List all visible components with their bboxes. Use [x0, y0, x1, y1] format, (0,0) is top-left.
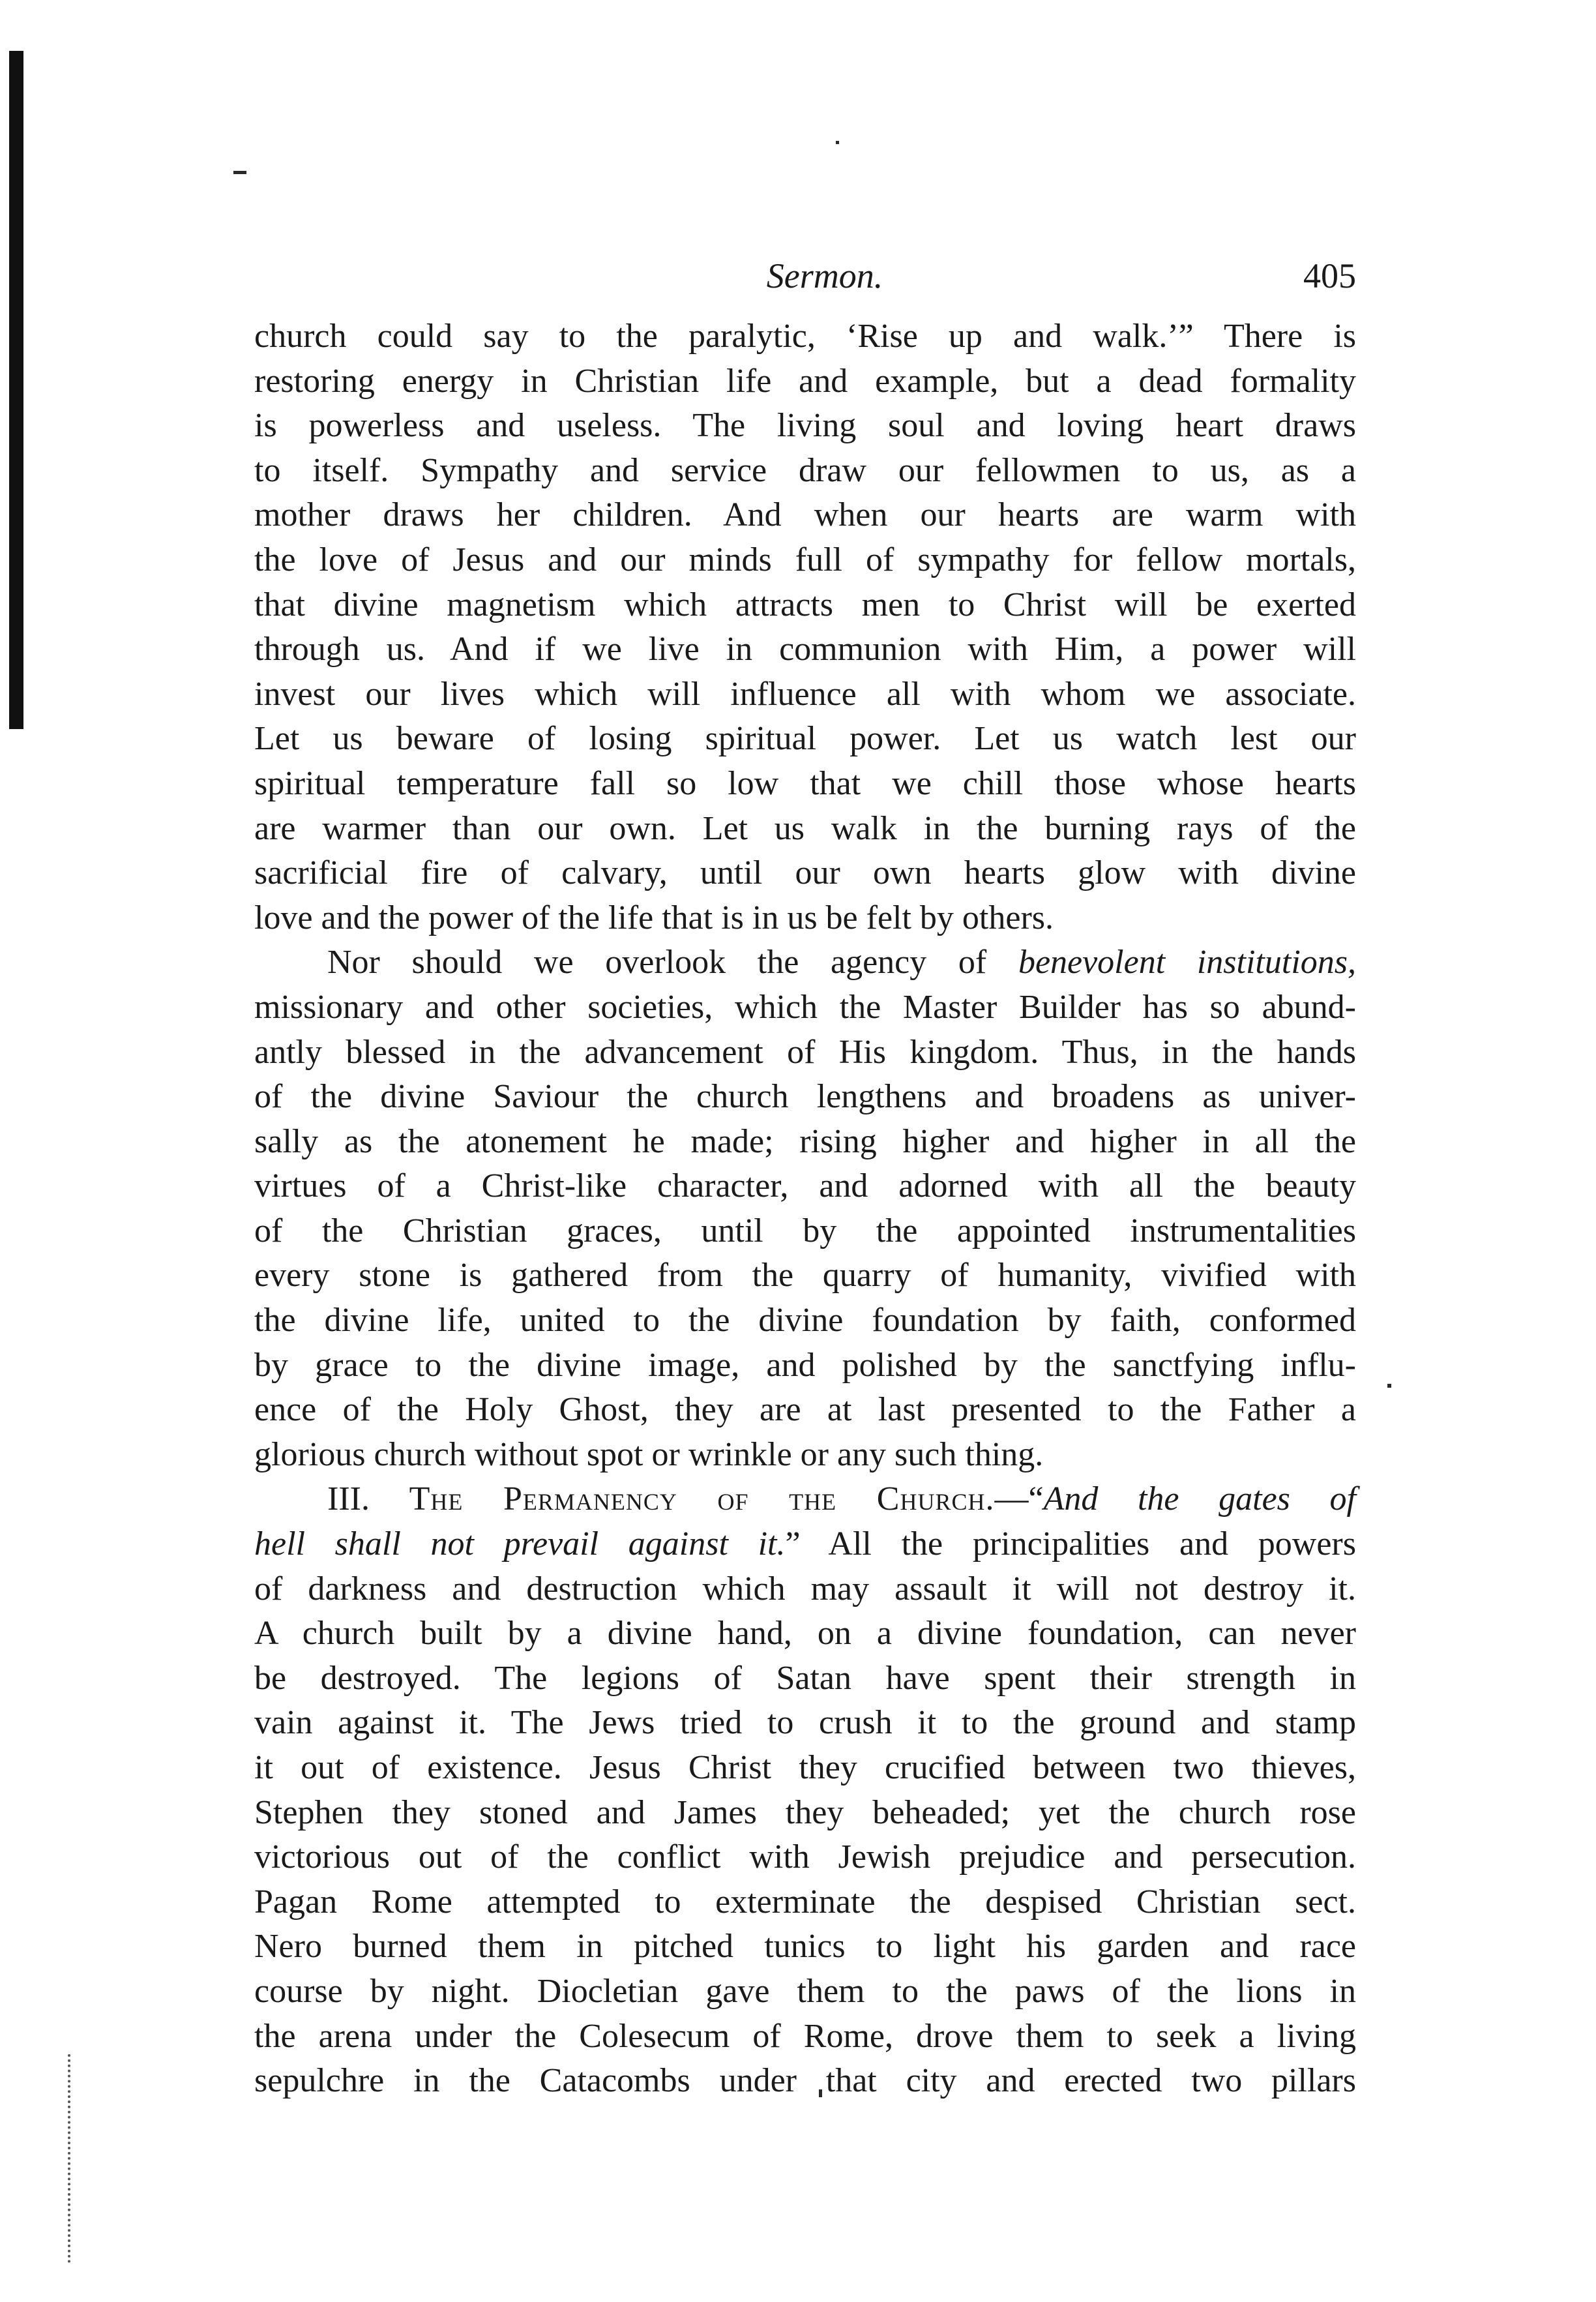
text-line: of the Christian graces, until by the appointed instrumentalities	[254, 1212, 1356, 1249]
text-line	[254, 1477, 1356, 1522]
binding-edge	[9, 51, 23, 729]
running-title: Sermon.	[766, 256, 883, 295]
text-line: sepulchre in the Catacombs under that city and erected two pillars	[254, 2062, 1356, 2100]
text-line: sacrificial fire of calvary, until our own hearts glow with divine	[254, 854, 1356, 892]
text-line: it out of existence. Jesus Christ they crucified between two thieves,	[254, 1749, 1356, 1786]
text-line: the love of Jesus and our minds full of sympathy for fellow mortals,	[254, 541, 1356, 578]
text-line	[254, 940, 1356, 985]
text-line: every stone is gathered from the quarry of humanity, vivified with	[254, 1257, 1356, 1294]
scan-mark	[836, 141, 839, 144]
text-line: of the divine Saviour the church lengthens and broadens as univer-	[254, 1078, 1356, 1116]
emphasis-text: benevolent institutions,	[1018, 944, 1356, 981]
text-line: antly blessed in the advancement of His kingdom. Thus, in the hands	[254, 1033, 1356, 1071]
text-line: missionary and other societies, which the Master Builder has so abund-	[254, 988, 1356, 1026]
scan-mark	[233, 171, 246, 174]
text-line: ence of the Holy Ghost, they are at last presented to the Father a	[254, 1391, 1356, 1429]
heading-dash: —“	[994, 1480, 1044, 1518]
text-line: mother draws her children. And when our hearts are warm with	[254, 496, 1356, 534]
text-run: ” All the principalities and powers	[785, 1525, 1356, 1563]
text-line: are warmer than our own. Let us walk in the burning rays of the	[254, 809, 1356, 847]
text-line: the arena under the Colesecum of Rome, drove them to seek a living	[254, 2017, 1356, 2055]
text-line: be destroyed. The legions of Satan have spent their strength in	[254, 1659, 1356, 1697]
text-line: of darkness and destruction which may assault it will not destroy it.	[254, 1570, 1356, 1607]
text-line: love and the power of the life that is in us be felt by others.	[254, 899, 1054, 936]
text-line: course by night. Diocletian gave them to the paws of the lions in	[254, 1972, 1356, 2010]
scripture-quote: And the gates of	[1043, 1480, 1356, 1518]
text-line: the divine life, united to the divine foundation by faith, conformed	[254, 1302, 1356, 1339]
text-line: A church built by a divine hand, on a divine foundation, can never	[254, 1615, 1356, 1652]
text-line: Pagan Rome attempted to exterminate the despised Christian sect.	[254, 1883, 1356, 1921]
text-line: to itself. Sympathy and service draw our fellowmen to us, as a	[254, 451, 1356, 489]
text-line: restoring energy in Christian life and example, but a dead formality	[254, 362, 1356, 400]
text-line: invest our lives which will influence all with whom we associate.	[254, 675, 1356, 713]
scripture-quote: hell shall not prevail against it.	[254, 1525, 786, 1563]
text-run: Nor should we overlook the agency of	[327, 944, 1018, 981]
text-line: Let us beware of losing spiritual power. Let us watch lest our	[254, 720, 1356, 758]
text-line: is powerless and useless. The living soul and loving heart draws	[254, 407, 1356, 445]
section-heading: The Permanency of the Church.	[409, 1480, 995, 1518]
paragraph-3	[254, 1477, 1356, 2103]
text-line: by grace to the divine image, and polished by the sanctfying influ-	[254, 1346, 1356, 1384]
text-line: victorious out of the conflict with Jewish prejudice and persecution.	[254, 1838, 1356, 1876]
text-line: Stephen they stoned and James they beheaded; yet the church rose	[254, 1793, 1356, 1831]
book-page	[254, 253, 1356, 2104]
text-line: spiritual temperature fall so low that we chill those whose hearts	[254, 764, 1356, 802]
text-line: virtues of a Christ-like character, and adorned with all the beauty	[254, 1167, 1356, 1205]
page-number: 405	[1303, 256, 1356, 295]
paragraph-2	[254, 940, 1356, 1477]
text-line: Nero burned them in pitched tunics to light his garden and race	[254, 1928, 1356, 1966]
paragraph-1	[254, 314, 1356, 940]
text-line	[254, 1522, 1356, 1567]
text-line: sally as the atonement he made; rising higher and higher in all the	[254, 1122, 1356, 1160]
text-line: through us. And if we live in communion with Him, a power will	[254, 631, 1356, 668]
text-line: vain against it. The Jews tried to crush it to the ground and stamp	[254, 1704, 1356, 1742]
scan-dots	[68, 2054, 73, 2263]
section-numeral: III.	[327, 1480, 370, 1518]
text-line: church could say to the paralytic, ‘Rise up and walk.’” There is	[254, 318, 1356, 355]
text-line: that divine magnetism which attracts men to Christ will be exerted	[254, 586, 1356, 623]
text-line: glorious church without spot or wrinkle or any such thing.	[254, 1435, 1044, 1473]
scan-mark	[1387, 1384, 1391, 1388]
running-head	[254, 253, 1356, 299]
